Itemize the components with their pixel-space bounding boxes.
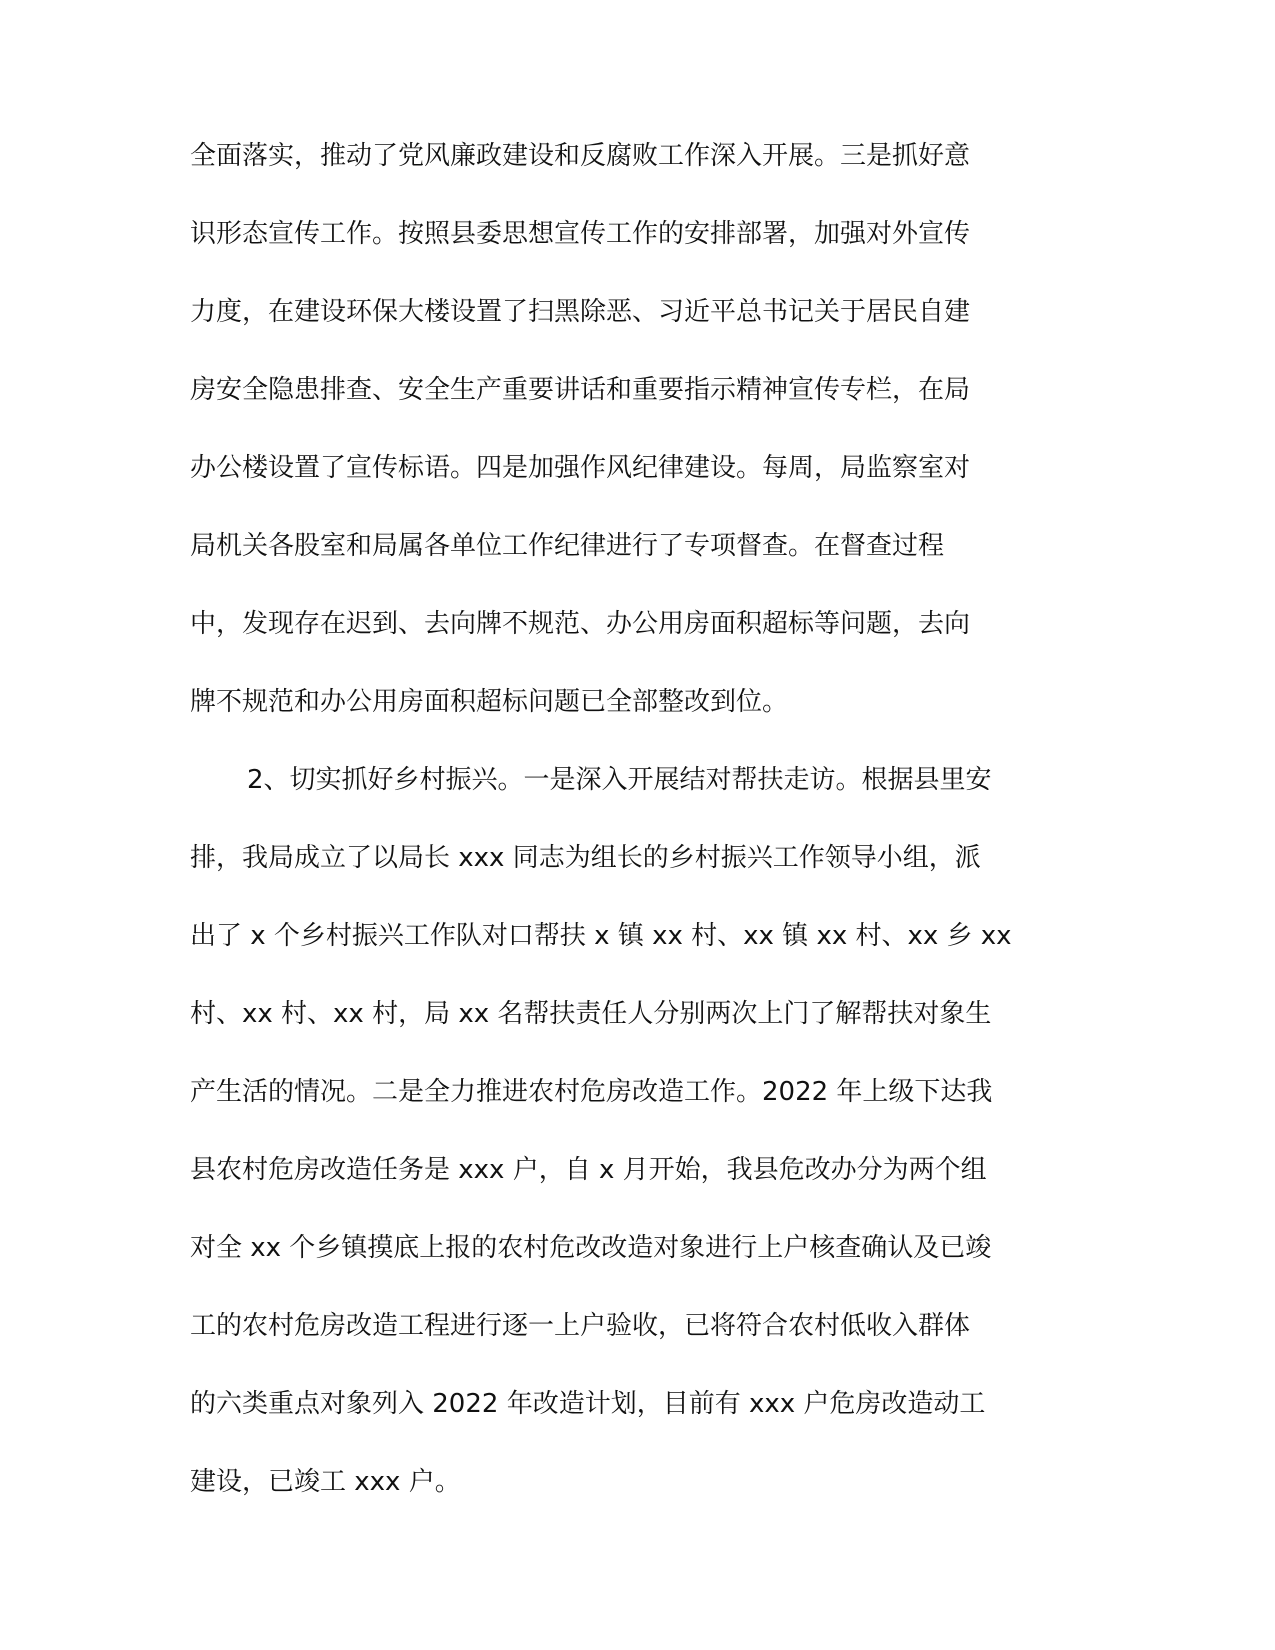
text-line: 产生活的情况。二是全力推进农村危房改造工作。2022 年上级下达我 (190, 1077, 993, 1107)
text-line: 县农村危房改造任务是 xxx 户，自 x 月开始，我县危改办分为两个组 (190, 1155, 987, 1185)
text-line: 牌不规范和办公用房面积超标问题已全部整改到位。 (190, 687, 789, 717)
text-line: 全面落实，推动了党风廉政建设和反腐败工作深入开展。三是抓好意 (190, 141, 971, 171)
text-line: 办公楼设置了宣传标语。四是加强作风纪律建设。每周，局监察室对 (190, 453, 971, 483)
text-line: 房安全隐患排查、安全生产重要讲话和重要指示精神宣传专栏，在局 (190, 375, 971, 405)
text-line: 识形态宣传工作。按照县委思想宣传工作的安排部署，加强对外宣传 (190, 219, 971, 249)
paragraph-2 (190, 760, 1090, 1540)
text-line: 出了 x 个乡村振兴工作队对口帮扶 x 镇 xx 村、xx 镇 xx 村、xx 乡 xx (190, 921, 1012, 951)
text-line: 的六类重点对象列入 2022 年改造计划，目前有 xxx 户危房改造动工 (190, 1389, 986, 1419)
text-line: 2、切实抓好乡村振兴。一是深入开展结对帮扶走访。根据县里安 (247, 765, 992, 795)
text-line: 村、xx 村、xx 村，局 xx 名帮扶责任人分别两次上门了解帮扶对象生 (190, 999, 992, 1029)
document-body (190, 136, 1090, 1540)
text-line: 工的农村危房改造工程进行逐一上户验收，已将符合农村低收入群体 (190, 1311, 971, 1341)
text-line: 中，发现存在迟到、去向牌不规范、办公用房面积超标等问题，去向 (190, 609, 971, 639)
paragraph-1 (190, 136, 1090, 760)
text-line: 局机关各股室和局属各单位工作纪律进行了专项督查。在督查过程 (190, 531, 945, 561)
text-line: 力度，在建设环保大楼设置了扫黑除恶、习近平总书记关于居民自建 (190, 297, 971, 327)
text-line: 排，我局成立了以局长 xxx 同志为组长的乡村振兴工作领导小组，派 (190, 843, 981, 873)
text-line: 对全 xx 个乡镇摸底上报的农村危改改造对象进行上户核查确认及已竣 (190, 1233, 992, 1263)
text-line: 建设，已竣工 xxx 户。 (190, 1467, 461, 1497)
